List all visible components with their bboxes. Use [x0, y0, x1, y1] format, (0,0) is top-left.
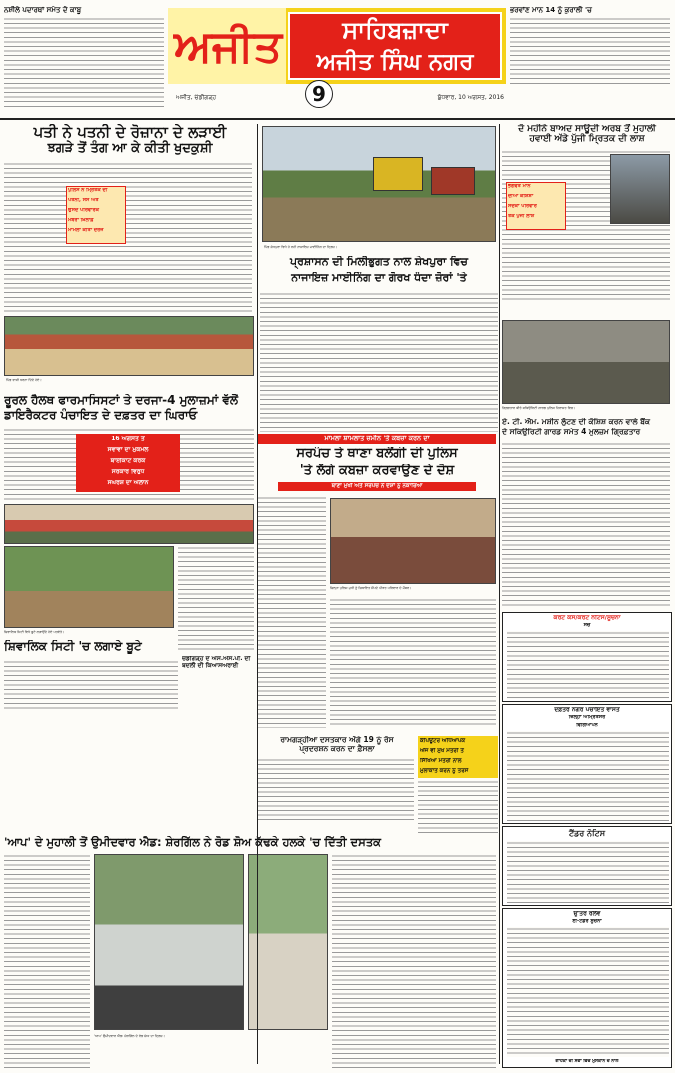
ad-body [507, 731, 669, 821]
ad-body [507, 841, 669, 903]
tender-notice-ad [502, 826, 672, 906]
ad-title: ਦਫ਼ਤਰ ਨਗਰ ਪੰਚਾਇਤ ਵਾਸਤੇ [554, 707, 620, 713]
headline: ਕੰਪਿਊਟਰ ਅਧਿਆਪਕ [420, 738, 466, 744]
headline: ਸਰਪੰਚ ਤੇ ਥਾਣਾ ਬਲੌਂਗੀ ਦੀ ਪੁਲਿਸ [296, 447, 458, 461]
story-ramgarhia [258, 736, 416, 826]
ad-subtitle: ਸਚ [583, 623, 591, 628]
story-mining [260, 124, 498, 434]
photo-caption: ਪਿੰਡ ਵਾਸੀ ਧਰਨਾ ਦਿੰਦੇ ਹੋਏ। [6, 378, 42, 382]
story-saudi [502, 124, 672, 319]
section-title-2: ਅਜੀਤ ਸਿੰਘ ਨਗਰ [316, 49, 474, 75]
dharna-photo [4, 504, 254, 544]
plantation-photo [4, 546, 174, 628]
headline: ਰੂਰਲ ਹੈਲਥ ਫਾਰਮਾਸਿਸਟਾਂ ਤੇ ਦਰਜਾ-4 ਮੁਲਾਜ਼ਮਾਂ ਵੱਲੋਂ [4, 394, 238, 407]
ad-label: ਵਿਗਿਆਪਨ [576, 723, 598, 728]
photo-caption: ਗ੍ਰਿਫ਼ਤਾਰ ਕੀਤੇ ਸਕਿਉਰਿਟੀ ਗਾਰਡ ਪੁਲਿਸ ਹਿਰਾਸਤ ਵਿਚ। [502, 406, 576, 410]
story-body [418, 780, 498, 834]
top-right-brief [510, 6, 672, 114]
truck [431, 167, 475, 195]
headline: 'ਆਪ' ਦੇ ਮੁਹਾਲੀ ਤੋਂ ਉਮੀਦਵਾਰ ਐਡ: ਸ਼ੇਰਗਿੱਲ ਨੇ ਰੋਡ ਸ਼ੋਅ ਕੱਢਕੇ ਹਲਕੇ 'ਚ ਦਿੱਤੀ ਦਸਤਕ [4, 836, 382, 849]
story-shivalik [4, 546, 256, 656]
top-left-brief [4, 6, 166, 114]
headline: ਸਿੱਖਿਆ ਮੰਤਰੀ ਨਾਲ [420, 758, 462, 764]
column-rule [257, 124, 258, 1064]
roadshow-photo-2 [248, 854, 328, 1030]
headline: ਬਦਲੀ ਦੀ ਕਿਆਸਅਰਾਈ [182, 661, 239, 669]
date-line: ਬੁੱਧਵਾਰ, 10 ਅਗਸਤ, 2016 [437, 94, 504, 101]
strike-line: ਬਾਈਕਾਟ ਕਰਕੇ [110, 458, 146, 464]
sidebar-line: ਸਦਕਾ ਪਰਿਵਾਰ [508, 204, 537, 209]
story-body [502, 442, 670, 608]
photo-caption: ਪਿੰਡ ਸ਼ੇਖਪੁਰਾ ਵਿਖੇ ਹੋ ਰਹੀ ਨਾਜਾਇਜ਼ ਮਾਈਨਿੰਗ ਦਾ ਦ੍ਰਿਸ਼। [264, 245, 337, 249]
headline: ਅੱਜ ਵੀ ਮੁੱਖ ਮੰਤਰੀ ਤੇ [420, 748, 464, 754]
headline: ਦੇ ਸਕਿਉਰਿਟੀ ਗਾਰਡ ਸਮੇਤ 4 ਮੁਲਜ਼ਮ ਗ੍ਰਿਫ਼ਤਾਰ [502, 428, 641, 436]
coffin-photo [610, 154, 670, 224]
story-atm [502, 320, 672, 610]
brief-body [510, 17, 670, 87]
ad-title: ਉੱਤਰ ਰੇਲਵੇ [573, 911, 601, 917]
court-notice-ad [502, 612, 672, 702]
strike-line: ਸੰਘਰਸ਼ ਦਾ ਐਲਾਨ [107, 480, 149, 486]
pullquote-box [66, 186, 126, 244]
pullquote-line: ਮਾਮਲਾ ਕੀਤਾ ਦਰਜ [68, 228, 104, 233]
photo-caption: ਸ਼ਿਵਾਲਿਕ ਸਿਟੀ ਵਿਖੇ ਬੂਟੇ ਲਗਾਉਂਦੇ ਹੋਏ ਪਤਵੰਤੇ। [4, 630, 65, 634]
brand-banner [168, 8, 506, 84]
sidebar-line: ਦੀਆਂ ਕੋਸ਼ਿਸ਼ਾਂ [508, 194, 534, 199]
story-body [4, 854, 90, 1068]
story-body [332, 854, 496, 1068]
railway-ad [502, 908, 672, 1068]
pullquote-line: ਮੈਂਬਰਾਂ ਖ਼ਿਲਾਫ਼ [68, 218, 94, 223]
masthead-divider [0, 118, 675, 120]
story-protest [4, 316, 256, 392]
pullquote-line: ਉਸਦੇ ਪਰਿਵਾਰਕ [68, 208, 100, 213]
pullquote-line: ਪਤਨੀ, ਸੱਸ ਅਤੇ [68, 198, 99, 203]
headline: 'ਤੇ ਲੱਗੇ ਕਬਜ਼ਾ ਕਰਵਾਉਣ ਦੇ ਦੋਸ਼ [299, 464, 455, 478]
photo-caption: ਜ਼ਿਲ੍ਹਾ ਪੁਲਿਸ ਮੁਖੀ ਨੂੰ ਸ਼ਿਕਾਇਤ ਸੌਂਪਦੇ ਪੀੜਤ ਪਰਿਵਾਰ ਦੇ ਮੈਂਬਰ। [330, 586, 412, 590]
story-body [330, 598, 496, 728]
kicker: ਮਾਮਲਾ ਸ਼ਾਮਲਾਤ ਜ਼ਮੀਨ 'ਤੇ ਕਬਜ਼ਾ ਕਰਨ ਦਾ [324, 435, 430, 442]
strike-line: 16 ਅਗਸਤ ਤੋਂ [111, 436, 145, 442]
excavator [373, 157, 423, 191]
story-computer [418, 736, 498, 836]
strike-line: ਸੇਵਾਵਾਂ ਦਾ ਮੁਕੰਮਲ [107, 447, 149, 453]
headline: ਡਾਇਰੈਕਟਰ ਪੰਚਾਇਤ ਦੇ ਦਫ਼ਤਰ ਦਾ ਘਿਰਾਓ [4, 407, 198, 422]
brief-headline: ਭਰਵਾਂਣ ਮਾਨ 14 ਨੂੰ ਕੁਰਾਲੀ 'ਚ [510, 6, 592, 14]
story-body [178, 546, 254, 652]
sidebar-line: ਭਗਵੰਤ ਮਾਨ [508, 184, 531, 189]
ad-body [507, 631, 669, 699]
story-suicide [4, 124, 256, 314]
headline: ਪ੍ਰਦਰਸ਼ਨ ਕਰਨ ਦਾ ਫ਼ੈਸਲਾ [299, 743, 375, 753]
edition: ਅਜੀਤ, ਚੰਡੀਗੜ੍ਹ [176, 94, 217, 101]
masthead [0, 0, 675, 122]
story-body [4, 660, 178, 710]
headline: ਪਤੀ ਨੇ ਪਤਨੀ ਦੇ ਰੋਜ਼ਾਨਾ ਦੇ ਲੜਾਈ [33, 124, 227, 141]
story-body [4, 162, 252, 312]
headline: ਨਾਜਾਇਜ਼ ਮਾਈਨਿੰਗ ਦਾ ਗੋਰਖ ਧੰਦਾ ਜ਼ੋਰਾਂ 'ਤੇ [291, 272, 467, 284]
story-chandigarh [182, 656, 256, 706]
headline: ਚੰਡੀਗੜ੍ਹ ਦੇ ਐਸ.ਐਸ.ਪੀ. ਦੀ [182, 656, 251, 662]
story-body [258, 758, 414, 824]
development-ad [502, 704, 672, 824]
brief-body [4, 17, 164, 107]
headline: ਏ. ਟੀ. ਐਮ. ਮਸ਼ੀਨ ਲੁੱਟਣ ਦੀ ਕੋਸ਼ਿਸ਼ ਕਰਨ ਵਾਲੇ ਬੈਂਕ [502, 418, 650, 426]
headline: ਸ਼ਿਵਾਲਿਕ ਸਿਟੀ 'ਚ ਲਗਾਏ ਬੂਟੇ [4, 640, 142, 653]
headline: ਝਗੜੇ ਤੋਂ ਤੰਗ ਆ ਕੇ ਕੀਤੀ ਖੁਦਕੁਸ਼ੀ [47, 141, 213, 157]
story-aap [4, 836, 498, 1070]
story-body [258, 496, 326, 728]
photo-caption: 'ਆਪ' ਉਮੀਦਵਾਰ ਐਡ: ਸ਼ੇਰਗਿੱਲ ਦੇ ਰੋਡ ਸ਼ੋਅ ਦਾ ਦ੍ਰਿਸ਼। [94, 1034, 165, 1038]
arrest-photo [502, 320, 670, 404]
headline: ਰਾਮਗੜ੍ਹੀਆ ਦਸਤਕਾਰ ਅੱਗੇ 19 ਨੂੰ ਰੋਸ [280, 736, 394, 744]
story-land [258, 434, 498, 734]
brand-logo: ਅਜੀਤ [174, 21, 282, 72]
headline: ਹਵਾਈ ਅੱਡੇ ਪੁੱਜੀ ਮ੍ਰਿਤਕ ਦੀ ਲਾਸ਼ [529, 134, 645, 145]
ad-title: ਟੈਂਡਰ ਨੋਟਿਸ [568, 829, 606, 838]
brief-headline: ਨਸ਼ੀਲੇ ਪਦਾਰਥਾਂ ਸਮੇਤ ਦੋ ਕਾਬੂ [4, 6, 82, 14]
roadshow-photo-1 [94, 854, 244, 1030]
ad-subtitle: ਜ਼ਿਲ੍ਹਾ ਅੰਮ੍ਰਿਤਸਰ [568, 715, 606, 720]
ad-footer: ਗਾਹਕਾਂ ਦੀ ਸੇਵਾ ਵਿਚ ਮੁਸਕਾਨ ਦੇ ਨਾਲ [555, 1059, 619, 1064]
headline: ਦੋ ਮਹੀਨੇ ਬਾਅਦ ਸਾਊਦੀ ਅਰਬ ਤੋਂ ਮੁਹਾਲੀ [518, 124, 656, 134]
sidebar-line: ਤੱਕ ਪੁੱਜੀ ਲਾਸ਼ [508, 214, 535, 219]
section-title-1: ਸਾਹਿਬਜ਼ਾਦਾ [342, 16, 448, 44]
ad-body [507, 927, 669, 1057]
ad-title: ਕੋਰਟ ਕੇਸ/ਕੋਰਟ ਨੋਟਿਸ/ਸੂਚਨਾ [553, 615, 621, 621]
complaint-photo [330, 498, 496, 584]
excavator-photo [262, 126, 496, 242]
column-rule [499, 124, 500, 1064]
headline: ਮੁਲਾਕਾਤ ਕਰਨ ਨੂੰ ਤਰਸੇ [420, 768, 469, 774]
page-number: 9 [312, 82, 326, 106]
protest-photo [4, 316, 254, 376]
headline: ਪ੍ਰਸ਼ਾਸਨ ਦੀ ਮਿਲੀਭੁਗਤ ਨਾਲ ਸ਼ੇਖਪੁਰਾ ਵਿਚ [290, 256, 468, 268]
ad-subtitle: ਈ-ਟੈਂਡਰ ਸੂਚਨਾ [572, 919, 602, 924]
pullquote-line: ਪੁਲਿਸ ਨੇ ਮ੍ਰਿਤਕ ਦੀ [68, 188, 108, 193]
subhead: ਥਾਣਾ ਮੁਖੀ ਅਤੇ ਸਰਪੰਚ ਨੇ ਦੋਸ਼ਾਂ ਨੂੰ ਨਕਾਰਿਆ [331, 483, 423, 489]
strike-line: ਸਰਕਾਰ ਵਿਰੁੱਧ [111, 469, 145, 475]
